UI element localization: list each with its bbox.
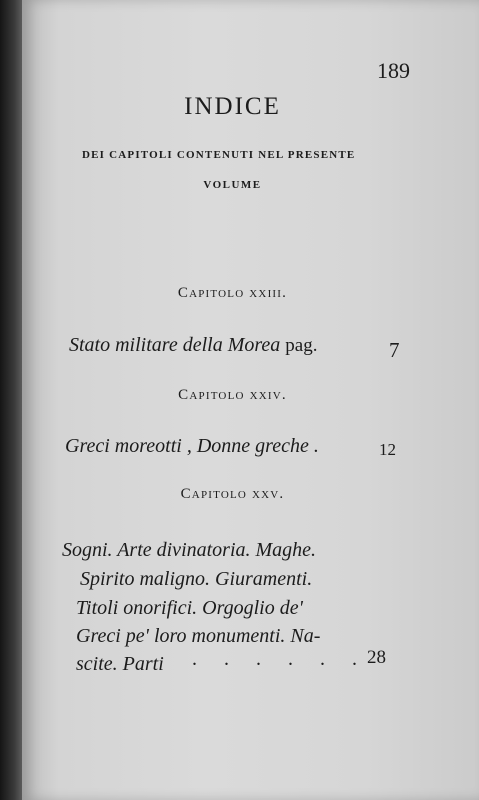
index-title: INDICE [184,93,281,120]
chapter-entry-line: Spirito maligno. Giuramenti. [80,568,313,590]
chapter-entry: Greci moreotti , Donne greche . [65,435,319,457]
entry-page-number: 7 [389,338,400,362]
chapter-entry [69,334,317,357]
chapter-entry-line: Greci pe' loro monumenti. Na- [76,625,321,647]
chapter-heading: Capitolo xxiii. [177,285,288,301]
book-page [22,0,479,800]
page-number: 189 [377,58,410,83]
chapter-entry-line: scite. Parti [76,653,164,675]
chapter-entry-line: Titoli onorifici. Orgoglio de' [76,597,303,619]
entry-text: Stato militare della Morea [69,334,281,356]
entry-page-number: 12 [379,440,396,459]
pag-label: pag. [285,335,318,356]
chapter-heading: Capitolo xxiv. [178,387,287,403]
dot-leader: . . . . . . [192,648,368,670]
chapter-heading: Capitolo xxv. [180,486,285,502]
index-subtitle-line2: VOLUME [203,179,262,191]
chapter-entry-line: Sogni. Arte divinatoria. Maghe. [62,539,317,561]
entry-page-number: 28 [367,647,386,668]
index-subtitle: DEI CAPITOLI CONTENUTI NEL PRESENTE [82,149,356,161]
